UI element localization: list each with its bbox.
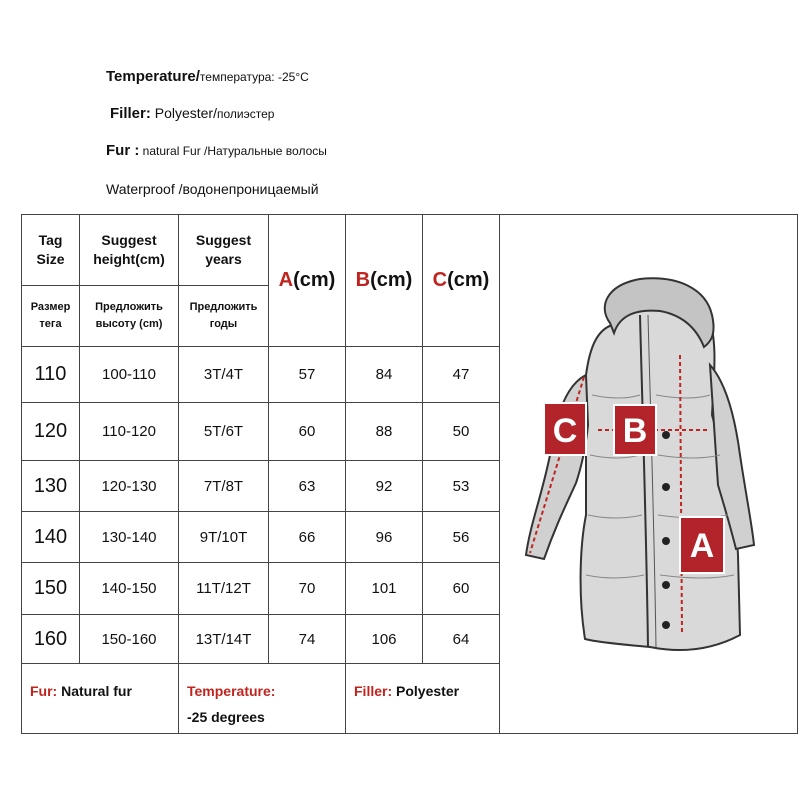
b-cell: 106: [346, 615, 423, 664]
label-b-text: B: [622, 412, 648, 450]
years-cell: 11T/12T: [179, 563, 269, 615]
spec-temperature-value: температура: -25°C: [199, 70, 309, 84]
a-cell: 70: [269, 563, 346, 615]
height-cell: 150-160: [80, 615, 179, 664]
header-row-en: [22, 215, 798, 286]
spec-fur-value: natural Fur /Натуральные волосы: [139, 144, 327, 158]
coat-diagram: [500, 215, 797, 733]
footer-fur: Fur: Natural fur: [22, 664, 179, 734]
header-tag-size: Tag Size: [22, 215, 80, 286]
header-a-cm: A(cm): [269, 215, 346, 347]
header-suggest-years: Suggest years: [179, 215, 269, 286]
b-cell: 84: [346, 347, 423, 403]
b-cell: 96: [346, 512, 423, 563]
a-cell: 66: [269, 512, 346, 563]
a-cell: 74: [269, 615, 346, 664]
size-cell: 130: [22, 461, 80, 512]
header-tag-size-ru: Размер тега: [22, 286, 80, 347]
size-cell: 120: [22, 403, 80, 461]
b-cell: 92: [346, 461, 423, 512]
a-cell: 57: [269, 347, 346, 403]
years-cell: 5T/6T: [179, 403, 269, 461]
header-years-ru: Предложить годы: [179, 286, 269, 347]
size-cell: 140: [22, 512, 80, 563]
spec-fur-label: Fur :: [106, 142, 140, 159]
years-cell: 3T/4T: [179, 347, 269, 403]
size-cell: 150: [22, 563, 80, 615]
label-a: [680, 517, 724, 573]
spec-filler-value: Polyester/: [150, 105, 217, 121]
c-cell: 64: [423, 615, 500, 664]
coat-drawing: [526, 278, 754, 650]
height-cell: 140-150: [80, 563, 179, 615]
label-c-text: C: [552, 412, 578, 450]
spec-filler: [110, 105, 274, 122]
label-a-text: A: [689, 527, 715, 565]
height-cell: 100-110: [80, 347, 179, 403]
b-cell: 88: [346, 403, 423, 461]
years-cell: 7T/8T: [179, 461, 269, 512]
spec-waterproof-text: Waterproof /водонепроницаемый: [106, 181, 319, 197]
a-cell: 63: [269, 461, 346, 512]
a-cell: 60: [269, 403, 346, 461]
height-cell: 110-120: [80, 403, 179, 461]
spec-temperature: [106, 68, 309, 85]
c-cell: 60: [423, 563, 500, 615]
spec-filler-label: Filler:: [110, 105, 151, 122]
label-b: [614, 405, 656, 455]
spec-fur: [106, 142, 327, 159]
size-chart-table: [21, 214, 798, 734]
header-b-cm: B(cm): [346, 215, 423, 347]
spec-waterproof: [106, 181, 319, 197]
c-cell: 56: [423, 512, 500, 563]
years-cell: 13T/14T: [179, 615, 269, 664]
header-height-ru: Предложить высоту (cm): [80, 286, 179, 347]
size-cell: 110: [22, 347, 80, 403]
b-cell: 101: [346, 563, 423, 615]
footer-temperature: Temperature: -25 degrees: [179, 664, 346, 734]
c-cell: 53: [423, 461, 500, 512]
years-cell: 9T/10T: [179, 512, 269, 563]
c-cell: 50: [423, 403, 500, 461]
c-cell: 47: [423, 347, 500, 403]
label-c: [544, 403, 586, 455]
height-cell: 130-140: [80, 512, 179, 563]
footer-filler: Filler: Polyester: [346, 664, 500, 734]
header-c-cm: C(cm): [423, 215, 500, 347]
spec-filler-ru: полиэстер: [216, 107, 275, 121]
coat-diagram-cell: [500, 215, 798, 734]
header-suggest-height: Suggest height(cm): [80, 215, 179, 286]
height-cell: 120-130: [80, 461, 179, 512]
spec-temperature-label: Temperature/: [106, 68, 200, 85]
size-cell: 160: [22, 615, 80, 664]
